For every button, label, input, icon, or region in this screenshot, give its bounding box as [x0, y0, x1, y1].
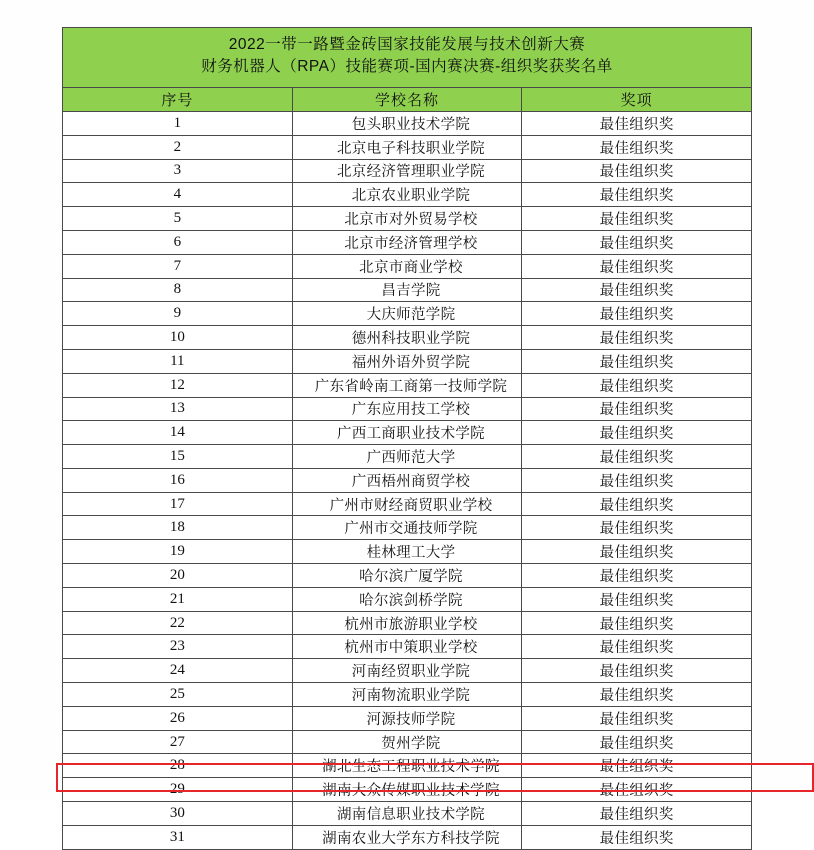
row-award: 最佳组织奖 — [522, 492, 752, 516]
row-number: 29 — [63, 778, 293, 802]
award-table-body — [63, 28, 752, 850]
table-row — [63, 825, 752, 849]
table-row — [63, 492, 752, 516]
row-award: 最佳组织奖 — [522, 730, 752, 754]
table-row — [63, 349, 752, 373]
row-school-name: 北京电子科技职业学院 — [292, 135, 522, 159]
table-row — [63, 254, 752, 278]
row-number: 21 — [63, 587, 293, 611]
row-award: 最佳组织奖 — [522, 278, 752, 302]
title-line-1: 2022一带一路暨金砖国家技能发展与技术创新大赛 — [228, 36, 586, 53]
row-school-name: 北京市商业学校 — [292, 254, 522, 278]
column-header-no: 序号 — [63, 87, 293, 111]
row-award: 最佳组织奖 — [522, 778, 752, 802]
row-number: 5 — [63, 207, 293, 231]
table-row — [63, 611, 752, 635]
table-row — [63, 326, 752, 350]
column-header-award: 奖项 — [522, 87, 752, 111]
table-row — [63, 421, 752, 445]
row-school-name: 广东省岭南工商第一技师学院 — [292, 373, 522, 397]
table-row — [63, 230, 752, 254]
row-number: 27 — [63, 730, 293, 754]
row-school-name: 桂林理工大学 — [292, 540, 522, 564]
award-table — [62, 27, 752, 850]
table-header-row — [63, 87, 752, 111]
row-school-name: 贺州学院 — [292, 730, 522, 754]
table-row — [63, 302, 752, 326]
row-school-name: 昌吉学院 — [292, 278, 522, 302]
row-number: 11 — [63, 349, 293, 373]
row-award: 最佳组织奖 — [522, 254, 752, 278]
row-number: 2 — [63, 135, 293, 159]
table-row — [63, 397, 752, 421]
table-title-row — [63, 28, 752, 88]
row-number: 23 — [63, 635, 293, 659]
row-number: 19 — [63, 540, 293, 564]
row-award: 最佳组织奖 — [522, 587, 752, 611]
row-school-name: 广州市交通技师学院 — [292, 516, 522, 540]
row-school-name: 德州科技职业学院 — [292, 326, 522, 350]
row-number: 16 — [63, 468, 293, 492]
table-row — [63, 730, 752, 754]
row-award: 最佳组织奖 — [522, 183, 752, 207]
table-row — [63, 587, 752, 611]
row-number: 14 — [63, 421, 293, 445]
row-number: 1 — [63, 111, 293, 135]
row-award: 最佳组织奖 — [522, 683, 752, 707]
row-number: 22 — [63, 611, 293, 635]
row-number: 7 — [63, 254, 293, 278]
table-row — [63, 802, 752, 826]
table-row — [63, 468, 752, 492]
row-number: 10 — [63, 326, 293, 350]
row-school-name: 河南经贸职业学院 — [292, 659, 522, 683]
row-award: 最佳组织奖 — [522, 349, 752, 373]
row-award: 最佳组织奖 — [522, 635, 752, 659]
table-row — [63, 564, 752, 588]
row-award: 最佳组织奖 — [522, 611, 752, 635]
column-header-school: 学校名称 — [292, 87, 522, 111]
table-row — [63, 278, 752, 302]
table-row — [63, 516, 752, 540]
row-number: 15 — [63, 445, 293, 469]
row-school-name: 北京市经济管理学校 — [292, 230, 522, 254]
row-school-name: 包头职业技术学院 — [292, 111, 522, 135]
row-award: 最佳组织奖 — [522, 516, 752, 540]
row-number: 28 — [63, 754, 293, 778]
row-number: 30 — [63, 802, 293, 826]
row-school-name: 河南物流职业学院 — [292, 683, 522, 707]
row-award: 最佳组织奖 — [522, 373, 752, 397]
row-award: 最佳组织奖 — [522, 825, 752, 849]
table-row — [63, 445, 752, 469]
row-number: 24 — [63, 659, 293, 683]
row-school-name: 湖南信息职业技术学院 — [292, 802, 522, 826]
row-award: 最佳组织奖 — [522, 397, 752, 421]
row-school-name: 广西师范大学 — [292, 445, 522, 469]
row-award: 最佳组织奖 — [522, 207, 752, 231]
row-award: 最佳组织奖 — [522, 659, 752, 683]
table-row — [63, 135, 752, 159]
table-row — [63, 183, 752, 207]
table-row — [63, 540, 752, 564]
row-school-name: 北京农业职业学院 — [292, 183, 522, 207]
row-school-name: 哈尔滨剑桥学院 — [292, 587, 522, 611]
row-award: 最佳组织奖 — [522, 326, 752, 350]
row-number: 13 — [63, 397, 293, 421]
row-school-name: 大庆师范学院 — [292, 302, 522, 326]
row-award: 最佳组织奖 — [522, 802, 752, 826]
row-school-name: 湖北生态工程职业技术学院 — [292, 754, 522, 778]
row-award: 最佳组织奖 — [522, 468, 752, 492]
row-number: 25 — [63, 683, 293, 707]
row-award: 最佳组织奖 — [522, 111, 752, 135]
row-award: 最佳组织奖 — [522, 445, 752, 469]
title-line-2: 财务机器人（RPA）技能赛项-国内赛决赛-组织奖获奖名单 — [201, 58, 613, 76]
row-school-name: 湖南农业大学东方科技学院 — [292, 825, 522, 849]
row-award: 最佳组织奖 — [522, 706, 752, 730]
row-school-name: 广西梧州商贸学校 — [292, 468, 522, 492]
table-row — [63, 754, 752, 778]
row-award: 最佳组织奖 — [522, 230, 752, 254]
row-number: 31 — [63, 825, 293, 849]
row-number: 3 — [63, 159, 293, 183]
table-row — [63, 635, 752, 659]
row-school-name: 广西工商职业技术学院 — [292, 421, 522, 445]
row-award: 最佳组织奖 — [522, 754, 752, 778]
row-award: 最佳组织奖 — [522, 421, 752, 445]
row-number: 4 — [63, 183, 293, 207]
row-number: 20 — [63, 564, 293, 588]
row-number: 17 — [63, 492, 293, 516]
table-row — [63, 373, 752, 397]
row-school-name: 广东应用技工学校 — [292, 397, 522, 421]
row-school-name: 北京经济管理职业学院 — [292, 159, 522, 183]
row-number: 12 — [63, 373, 293, 397]
row-school-name: 哈尔滨广厦学院 — [292, 564, 522, 588]
row-school-name: 广州市财经商贸职业学校 — [292, 492, 522, 516]
row-number: 18 — [63, 516, 293, 540]
award-table-container — [62, 27, 752, 850]
row-number: 6 — [63, 230, 293, 254]
row-school-name: 杭州市中策职业学校 — [292, 635, 522, 659]
row-school-name: 北京市对外贸易学校 — [292, 207, 522, 231]
row-number: 8 — [63, 278, 293, 302]
table-row — [63, 706, 752, 730]
table-row — [63, 778, 752, 802]
row-award: 最佳组织奖 — [522, 159, 752, 183]
row-school-name: 河源技师学院 — [292, 706, 522, 730]
row-school-name: 福州外语外贸学院 — [292, 349, 522, 373]
row-school-name: 湖南大众传媒职业技术学院 — [292, 778, 522, 802]
row-award: 最佳组织奖 — [522, 135, 752, 159]
row-number: 26 — [63, 706, 293, 730]
table-row — [63, 659, 752, 683]
table-row — [63, 207, 752, 231]
table-row — [63, 111, 752, 135]
row-award: 最佳组织奖 — [522, 540, 752, 564]
table-row — [63, 159, 752, 183]
row-award: 最佳组织奖 — [522, 564, 752, 588]
table-row — [63, 683, 752, 707]
document-title — [63, 28, 752, 88]
row-number: 9 — [63, 302, 293, 326]
row-award: 最佳组织奖 — [522, 302, 752, 326]
row-school-name: 杭州市旅游职业学校 — [292, 611, 522, 635]
